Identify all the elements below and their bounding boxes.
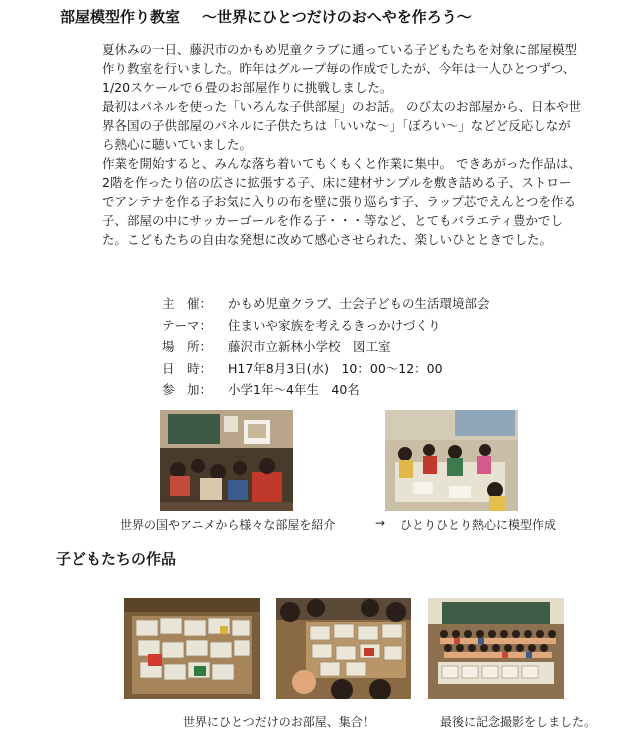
title-sub: ～世界にひとつだけのおへやを作ろう～ [202, 8, 472, 26]
info-row-theme [162, 315, 490, 337]
caption-group-photo: 最後に記念撮影をしました。 [440, 715, 597, 729]
info-row-participants [162, 379, 490, 401]
info-value: 小学1年～4年生 40名 [228, 382, 360, 397]
paragraph-panel-talk: 最初はパネルを使った「いろんな子供部屋」のお話。 のび太のお部屋から、日本や世界各国の子供部屋のパネルに子供たちは「いいな～」「ぼろい～」などど反応しながら熱心に聴いていました。 [102, 99, 581, 152]
info-key: 場 所： [162, 339, 213, 354]
caption-model-making: ひとりひとり熱心に模型作成 [400, 518, 557, 532]
info-value: かもめ児童クラブ、士会子どもの生活環境部会 [228, 296, 490, 311]
title-main: 部屋模型作り教室 [60, 8, 181, 26]
photo-model-making [385, 410, 518, 511]
info-key: テーマ： [162, 317, 213, 333]
caption-models-collected: 世界にひとつだけのお部屋、集合！ [183, 715, 375, 729]
info-value: 藤沢市立新林小学校 図工室 [228, 339, 391, 354]
event-info [162, 293, 490, 401]
photo-models-floor [124, 598, 260, 699]
paragraph-intro: 夏休みの一日、藤沢市のかもめ児童クラブに通っている子どもたちを対象に部屋模型作り教室を行いました。昨年はグループ毎の作成でしたが、今年は一人ひとつずつ、1/20スケールで６畳のお部屋作りに挑戦しました。 [102, 42, 578, 95]
info-key: 日 時： [162, 360, 213, 376]
page-title [60, 6, 472, 27]
photo-group-commemorative [428, 598, 564, 699]
info-row-organizer [162, 293, 490, 315]
info-value: 住まいや家族を考えるきっかけづくり [228, 317, 441, 333]
body-text [102, 40, 582, 249]
info-row-datetime [162, 358, 490, 380]
info-key: 主 催： [162, 296, 213, 311]
photo-presentation [160, 410, 293, 511]
caption-presentation: 世界の国やアニメから様々な部屋を紹介 [120, 518, 336, 532]
section-works-title: 子どもたちの作品 [56, 550, 177, 568]
info-row-place [162, 336, 490, 358]
info-key: 参 加： [162, 382, 213, 397]
caption-arrow: → [375, 516, 386, 530]
photo-children-with-models [276, 598, 411, 699]
info-value: H17年8月3日(水) 10：00～12：00 [228, 360, 443, 376]
paragraph-work: 作業を開始すると、みんな落ち着いてもくもくと作業に集中。 できあがった作品は、2階を作ったり倍の広さに拡張する子、床に建材サンプルを敷き詰める子、ストローでアンテナを作る子お気に入りの布を壁に張り巡らす子、ラップ芯でえんとつを作る子、部屋の中にサッカーゴールを作る子・・・等など、とてもバラエティ豊かでした。こどもたちの自由な発想に改めて感心させられた、楽しいひとときでした。 [102, 156, 581, 247]
